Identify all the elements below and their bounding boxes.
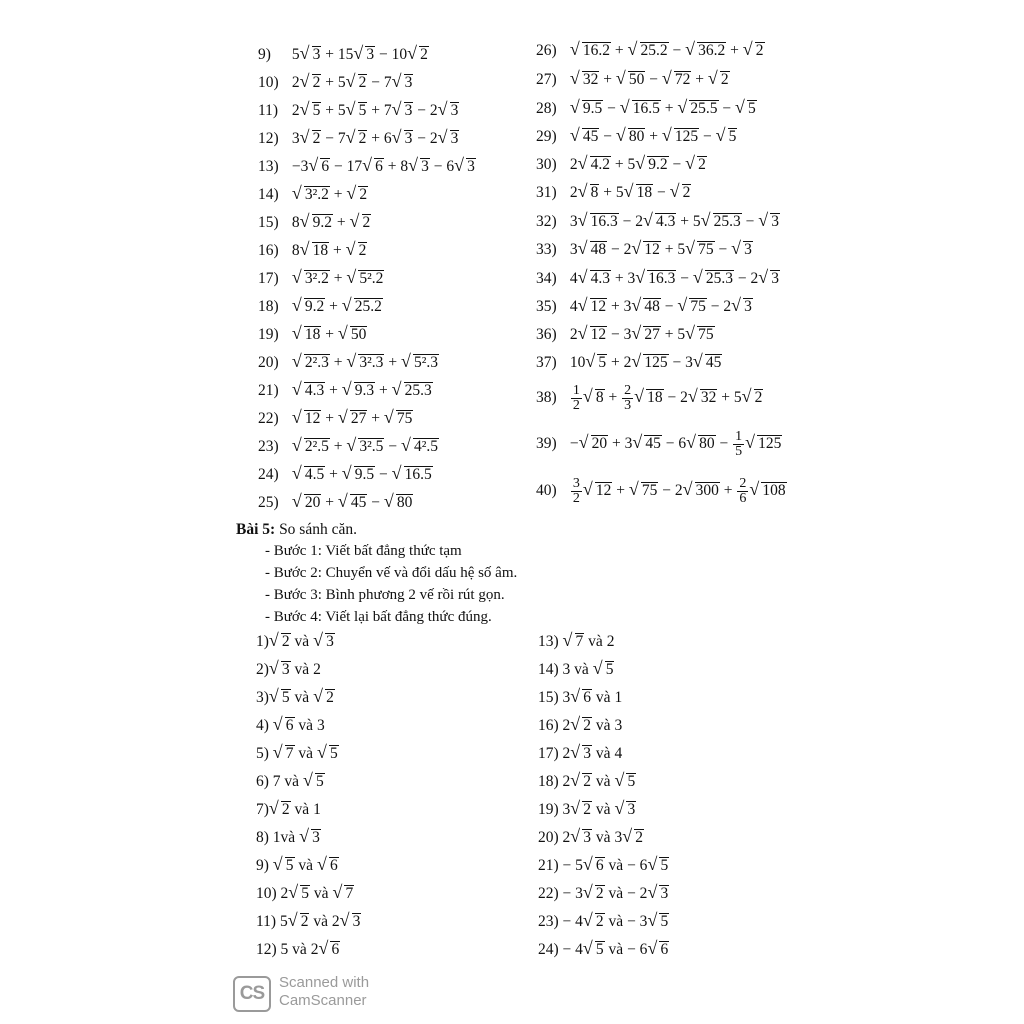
compare-item: 2)√ 3 và 2	[256, 661, 321, 679]
exercise-item: 26) √ 16.2 + √ 25.2 − √ 36.2 + √ 2	[536, 42, 765, 60]
camscanner-logo: CS	[233, 976, 271, 1012]
exercise-item: 9) 5√ 3 + 15√ 3 − 10√ 2	[258, 46, 429, 64]
compare-item: 5) √ 7 và √ 5	[256, 745, 339, 763]
exercise-item: 37) 10√ 5 + 2√ 125 − 3√ 45	[536, 354, 722, 372]
compare-item: 13) √ 7 và 2	[538, 633, 614, 651]
compare-item: 8) 1và √ 3	[256, 829, 321, 847]
exercise-item: 21) √ 4.3 + √ 9.3 + √ 25.3	[258, 382, 433, 400]
compare-item: 16) 2√ 2 và 3	[538, 717, 622, 735]
exercise-item: 17) √ 3².2 + √ 5².2	[258, 270, 384, 288]
compare-item: 6) 7 và √ 5	[256, 773, 325, 791]
exercise-item: 40) $\frac{3}{2}$ √ 12 + √ 75 − 2√ 300 + $\frac{2}{6}$ √ 108	[536, 477, 787, 506]
exercise-item: 36) 2√ 12 − 3√ 27 + 5√ 75	[536, 326, 715, 344]
step-1: - Bước 1: Viết bất đẳng thức tạm	[265, 543, 462, 559]
compare-item: 18) 2√ 2 và √ 5	[538, 773, 636, 791]
compare-item: 9) √ 5 và √ 6	[256, 857, 339, 875]
exercise-item: 38) $\frac{1}{2}$ √ 8 + $\frac{2}{3}$ √ 18 − 2√ 32 + 5√ 2	[536, 384, 763, 413]
exercise-item: 34) 4√ 4.3 + 3√ 16.3 − √ 25.3 − 2√ 3	[536, 270, 780, 288]
exercise-item: 24) √ 4.5 + √ 9.5 − √ 16.5	[258, 466, 433, 484]
compare-item: 4) √ 6 và 3	[256, 717, 325, 735]
watermark-line-2: CamScanner	[279, 992, 367, 1009]
compare-item: 21) − 5√ 6 và − 6√ 5	[538, 857, 669, 875]
exercise-item: 16) 8√ 18 + √ 2	[258, 242, 367, 260]
step-3: - Bước 3: Bình phương 2 vế rồi rút gọn.	[265, 587, 505, 603]
step-4: - Bước 4: Viết lại bất đẳng thức đúng.	[265, 609, 492, 625]
exercise-item: 32) 3√ 16.3 − 2√ 4.3 + 5√ 25.3 − √ 3	[536, 213, 780, 231]
compare-item: 10) 2√ 5 và √ 7	[256, 885, 354, 903]
compare-item: 22) − 3√ 2 và − 2√ 3	[538, 885, 669, 903]
exercise-item: 15) 8√ 9.2 + √ 2	[258, 214, 371, 232]
exercise-item: 10) 2√ 2 + 5√ 2 − 7√ 3	[258, 74, 413, 92]
exercise-item: 29) √ 45 − √ 80 + √ 125 − √ 5	[536, 128, 737, 146]
step-2: - Bước 2: Chuyển vế và đổi dấu hệ số âm.	[265, 565, 518, 581]
exercise-item: 25) √ 20 + √ 45 − √ 80	[258, 494, 413, 512]
compare-item: 7)√ 2 và 1	[256, 801, 321, 819]
exercise-item: 27) √ 32 + √ 50 − √ 72 + √ 2	[536, 71, 730, 89]
watermark-line-1: Scanned with	[279, 974, 370, 991]
exercise-item: 39) −√ 20 + 3√ 45 − 6√ 80 − $\frac{1}{5}$ √ 125	[536, 430, 782, 459]
exercise-item: 30) 2√ 4.2 + 5√ 9.2 − √ 2	[536, 156, 707, 174]
compare-item: 1)√ 2 và √ 3	[256, 633, 335, 651]
exercise-item: 19) √ 18 + √ 50	[258, 326, 367, 344]
exercise-item: 31) 2√ 8 + 5√ 18 − √ 2	[536, 184, 691, 202]
compare-item: 24) − 4√ 5 và − 6√ 6	[538, 941, 669, 959]
compare-item: 15) 3√ 6 và 1	[538, 689, 622, 707]
exercise-item: 12) 3√ 2 − 7√ 2 + 6√ 3 − 2√ 3	[258, 130, 459, 148]
compare-item: 20) 2√ 3 và 3√ 2	[538, 829, 644, 847]
compare-item: 3)√ 5 và √ 2	[256, 689, 335, 707]
compare-item: 12) 5 và 2√ 6	[256, 941, 340, 959]
exercise-item: 14) √ 3².2 + √ 2	[258, 186, 368, 204]
exercise-item: 33) 3√ 48 − 2√ 12 + 5√ 75 − √ 3	[536, 241, 753, 259]
section-heading: Bài 5: So sánh căn.	[236, 521, 357, 538]
scanner-watermark	[279, 974, 369, 1010]
exercise-item: 18) √ 9.2 + √ 25.2	[258, 298, 383, 316]
exercise-item: 22) √ 12 + √ 27 + √ 75	[258, 410, 413, 428]
compare-item: 23) − 4√ 2 và − 3√ 5	[538, 913, 669, 931]
exercise-item: 35) 4√ 12 + 3√ 48 − √ 75 − 2√ 3	[536, 298, 753, 316]
exercise-item: 13) −3√ 6 − 17√ 6 + 8√ 3 − 6√ 3	[258, 158, 476, 176]
compare-item: 17) 2√ 3 và 4	[538, 745, 622, 763]
compare-item: 14) 3 và √ 5	[538, 661, 614, 679]
compare-item: 19) 3√ 2 và √ 3	[538, 801, 636, 819]
exercise-item: 28) √ 9.5 − √ 16.5 + √ 25.5 − √ 5	[536, 100, 757, 118]
exercise-item: 20) √ 2².3 + √ 3².3 + √ 5².3	[258, 354, 439, 372]
exercise-item: 23) √ 2².5 + √ 3².5 − √ 4².5	[258, 438, 439, 456]
exercise-item: 11) 2√ 5 + 5√ 5 + 7√ 3 − 2√ 3	[258, 102, 459, 120]
compare-item: 11) 5√ 2 và 2√ 3	[256, 913, 361, 931]
